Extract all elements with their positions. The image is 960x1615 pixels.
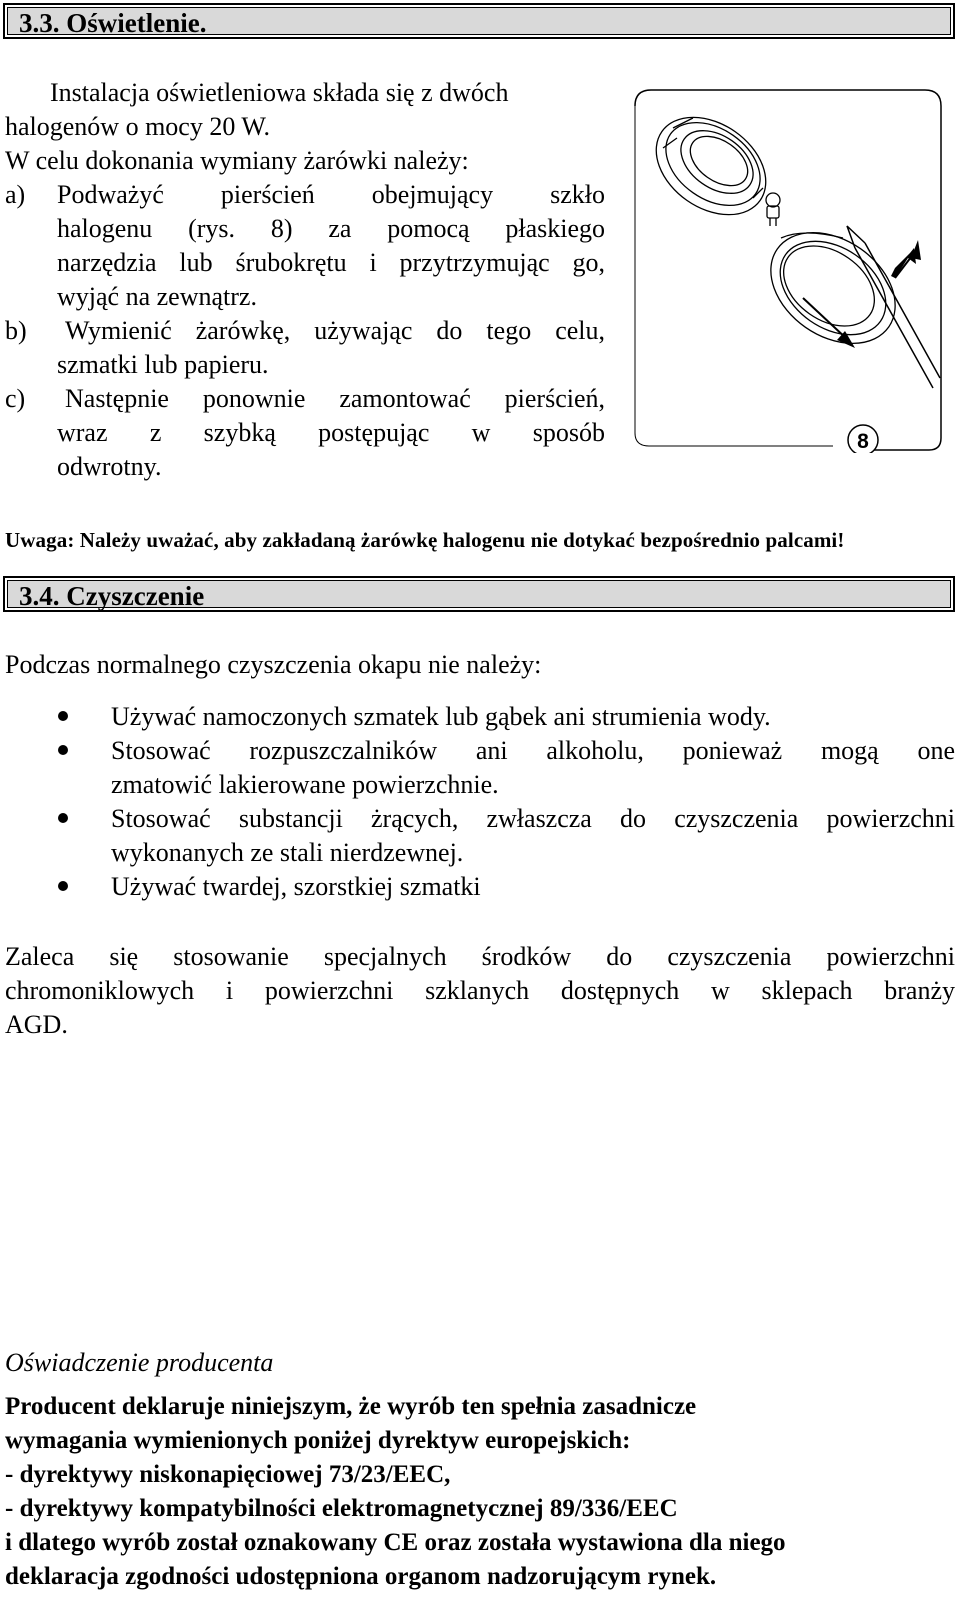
step-marker: b) — [5, 316, 27, 345]
step-line: Podważyć pierścień obejmujący szkło — [57, 180, 605, 209]
declaration-line: - dyrektywy niskonapięciowej 73/23/EEC, — [5, 1461, 451, 1488]
step-line: halogenu (rys. 8) za pomocą płaskiego — [57, 214, 605, 243]
bullet-line: Stosować substancji żrących, zwłaszcza do czyszczenia powierzchni — [111, 804, 955, 833]
bullet-dot — [58, 881, 68, 891]
recommend-line: AGD. — [5, 1010, 68, 1039]
warning-note: Uwaga: Należy uważać, aby zakładaną żarówkę halogenu nie dotykać bezpośrednio palcami! — [5, 528, 845, 552]
bullet-line: wykonanych ze stali nierdzewnej. — [111, 838, 464, 867]
step-line: szmatki lub papieru. — [57, 350, 269, 379]
step-line: wyjąć na zewnątrz. — [57, 282, 257, 311]
section-heading-cleaning — [3, 576, 955, 612]
halogen-ring-figure — [633, 88, 945, 453]
section-heading-lighting — [3, 3, 955, 39]
step-marker: a) — [5, 180, 26, 209]
bullet-line: zmatowić lakierowane powierzchnie. — [111, 770, 499, 799]
step-line: wraz z szybką postępując w sposób — [57, 418, 605, 447]
declaration-line: - dyrektywy kompatybilności elektromagnetycznej 89/336/EEC — [5, 1495, 678, 1522]
bullet-dot — [58, 711, 68, 721]
section-heading-text: 3.3. Oświetlenie. — [19, 8, 207, 38]
declaration-title: Oświadczenie producenta — [5, 1348, 274, 1377]
bullet-dot — [58, 813, 68, 823]
halogen-exploded-drawing — [633, 88, 945, 453]
bullet-line: Używać twardej, szorstkiej szmatki — [111, 872, 481, 901]
bullet-line: Używać namoczonych szmatek lub gąbek ani strumienia wody. — [111, 702, 771, 731]
cleaning-intro: Podczas normalnego czyszczenia okapu nie należy: — [5, 650, 542, 679]
intro-line: W celu dokonania wymiany żarówki należy: — [5, 146, 469, 175]
declaration-line: wymagania wymienionych poniżej dyrektyw europejskich: — [5, 1427, 631, 1454]
step-marker: c) — [5, 384, 26, 413]
step-line: Wymienić żarówkę, używając do tego celu, — [65, 316, 605, 345]
recommend-line: chromoniklowych i powierzchni szklanych dostępnych w sklepach branży — [5, 976, 955, 1005]
recommend-line: Zaleca się stosowanie specjalnych środków do czyszczenia powierzchni — [5, 942, 955, 971]
bullet-dot — [58, 745, 68, 755]
intro-line: halogenów o mocy 20 W. — [5, 112, 271, 141]
bullet-line: Stosować rozpuszczalników ani alkoholu, ponieważ mogą one — [111, 736, 955, 765]
step-line: Następnie ponownie zamontować pierścień, — [65, 384, 605, 413]
section-heading-text: 3.4. Czyszczenie — [19, 581, 205, 611]
intro-line: Instalacja oświetleniowa składa się z dwóch — [50, 78, 509, 107]
declaration-line: Producent deklaruje niniejszym, że wyrób ten spełnia zasadnicze — [5, 1393, 697, 1420]
step-line: odwrotny. — [57, 452, 162, 481]
declaration-line: deklaracja zgodności udostępniona organom nadzorującym rynek. — [5, 1563, 717, 1590]
figure-number: 8 — [857, 430, 869, 453]
declaration-line: i dlatego wyrób został oznakowany CE oraz została wystawiona dla niego — [5, 1529, 786, 1556]
step-line: narzędzia lub śrubokrętu i przytrzymując go, — [57, 248, 605, 277]
